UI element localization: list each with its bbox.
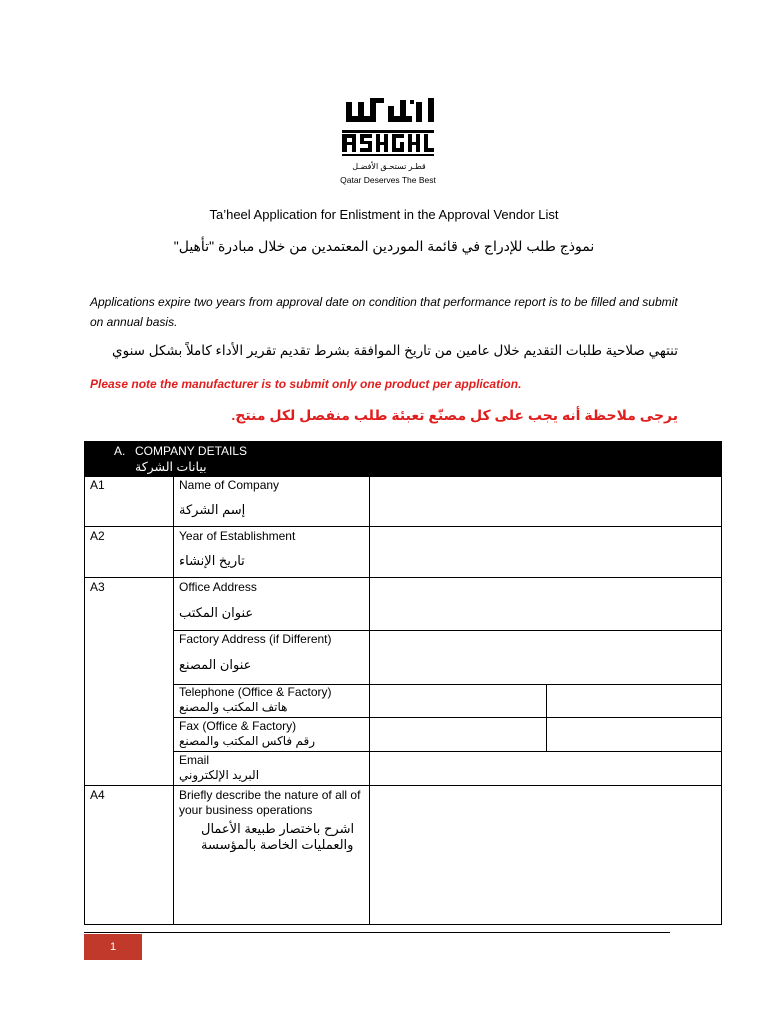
row-divider	[84, 526, 722, 527]
logo-arabic-tagline: قطـر تستحـق الأفضـل	[352, 162, 426, 171]
office-address-label-arabic: عنوان المكتب	[179, 605, 254, 620]
section-title-english: COMPANY DETAILS	[135, 444, 248, 458]
fax-label-arabic: رقم فاكس المكتب والمصنع	[179, 734, 316, 748]
table-border	[721, 441, 722, 925]
establishment-year-label: Year of Establishment	[179, 529, 296, 543]
business-description-label-arabic-line1: اشرح باختصار طبيعة الأعمال	[201, 821, 355, 836]
manufacturer-note-arabic: يرجى ملاحظة أنه يجب على كل مصنّع تعبئة طلب منفصل لكل منتج.	[231, 407, 678, 423]
factory-address-field[interactable]	[371, 632, 720, 683]
business-description-label-arabic-line2: والعمليات الخاصة بالمؤسسة	[201, 837, 354, 852]
company-name-label: Name of Company	[179, 478, 280, 492]
row-id-a2: A2	[90, 529, 105, 543]
row-divider	[84, 577, 722, 578]
section-title-arabic: بيانات الشركة	[135, 460, 207, 474]
office-address-field[interactable]	[371, 579, 720, 629]
email-field[interactable]	[371, 753, 720, 784]
section-header	[84, 441, 722, 477]
row-id-a3: A3	[90, 580, 105, 594]
telephone-label: Telephone (Office & Factory)	[179, 685, 332, 699]
fax-office-field[interactable]	[371, 719, 545, 750]
validity-note-english: Applications expire two years from approval date on condition that performance report is to be filled and submit on annual basis.	[90, 295, 678, 329]
row-divider	[173, 751, 722, 752]
fax-factory-field[interactable]	[548, 719, 720, 750]
company-name-label-arabic: إسم الشركة	[179, 502, 246, 517]
telephone-office-field[interactable]	[371, 685, 545, 716]
page-number-badge: 1	[84, 934, 142, 960]
business-description-field[interactable]	[371, 787, 720, 923]
validity-note-arabic: تنتهي صلاحية طلبات التقديم خلال عامين من تاريخ الموافقة بشرط تقديم تقرير الأداء كاملاً بشكل سنوي	[112, 343, 678, 358]
row-id-a1: A1	[90, 478, 105, 492]
row-divider	[84, 785, 722, 786]
business-description-label: Briefly describe the nature of all of your business operations	[179, 788, 361, 817]
manufacturer-note-english: Please note the manufacturer is to submit only one product per application.	[90, 377, 522, 391]
company-details-table	[84, 441, 722, 925]
row-divider	[173, 630, 722, 631]
table-border	[84, 441, 85, 925]
ashghal-logo	[340, 96, 436, 190]
factory-address-label-arabic: عنوان المصنع	[179, 657, 252, 672]
row-divider	[173, 717, 722, 718]
telephone-label-arabic: هاتف المكتب والمصنع	[179, 700, 288, 714]
email-label: Email	[179, 753, 210, 767]
logo-english-tagline: Qatar Deserves The Best	[340, 175, 436, 185]
footer-rule	[84, 932, 670, 933]
column-divider	[369, 477, 370, 925]
company-name-field[interactable]	[371, 478, 720, 525]
establishment-year-field[interactable]	[371, 529, 720, 576]
table-border	[84, 924, 722, 925]
factory-address-label: Factory Address (if Different)	[179, 632, 332, 646]
email-label-arabic: البريد الإلكتروني	[179, 768, 260, 782]
form-title-arabic: نموذج طلب للإدراج في قائمة الموردين المعتمدين من خلال مبادرة "تأهيل"	[173, 238, 595, 254]
row-id-a4: A4	[90, 788, 105, 802]
fax-label: Fax (Office & Factory)	[179, 719, 297, 733]
form-title-english: Ta’heel Application for Enlistment in the Approval Vendor List	[209, 207, 559, 222]
ashghal-logo-mark	[340, 96, 436, 162]
section-letter: A.	[114, 444, 126, 458]
office-address-label: Office Address	[179, 580, 257, 594]
telephone-factory-field[interactable]	[548, 685, 720, 716]
column-divider	[173, 477, 174, 925]
establishment-year-label-arabic: تاريخ الإنشاء	[179, 553, 245, 568]
